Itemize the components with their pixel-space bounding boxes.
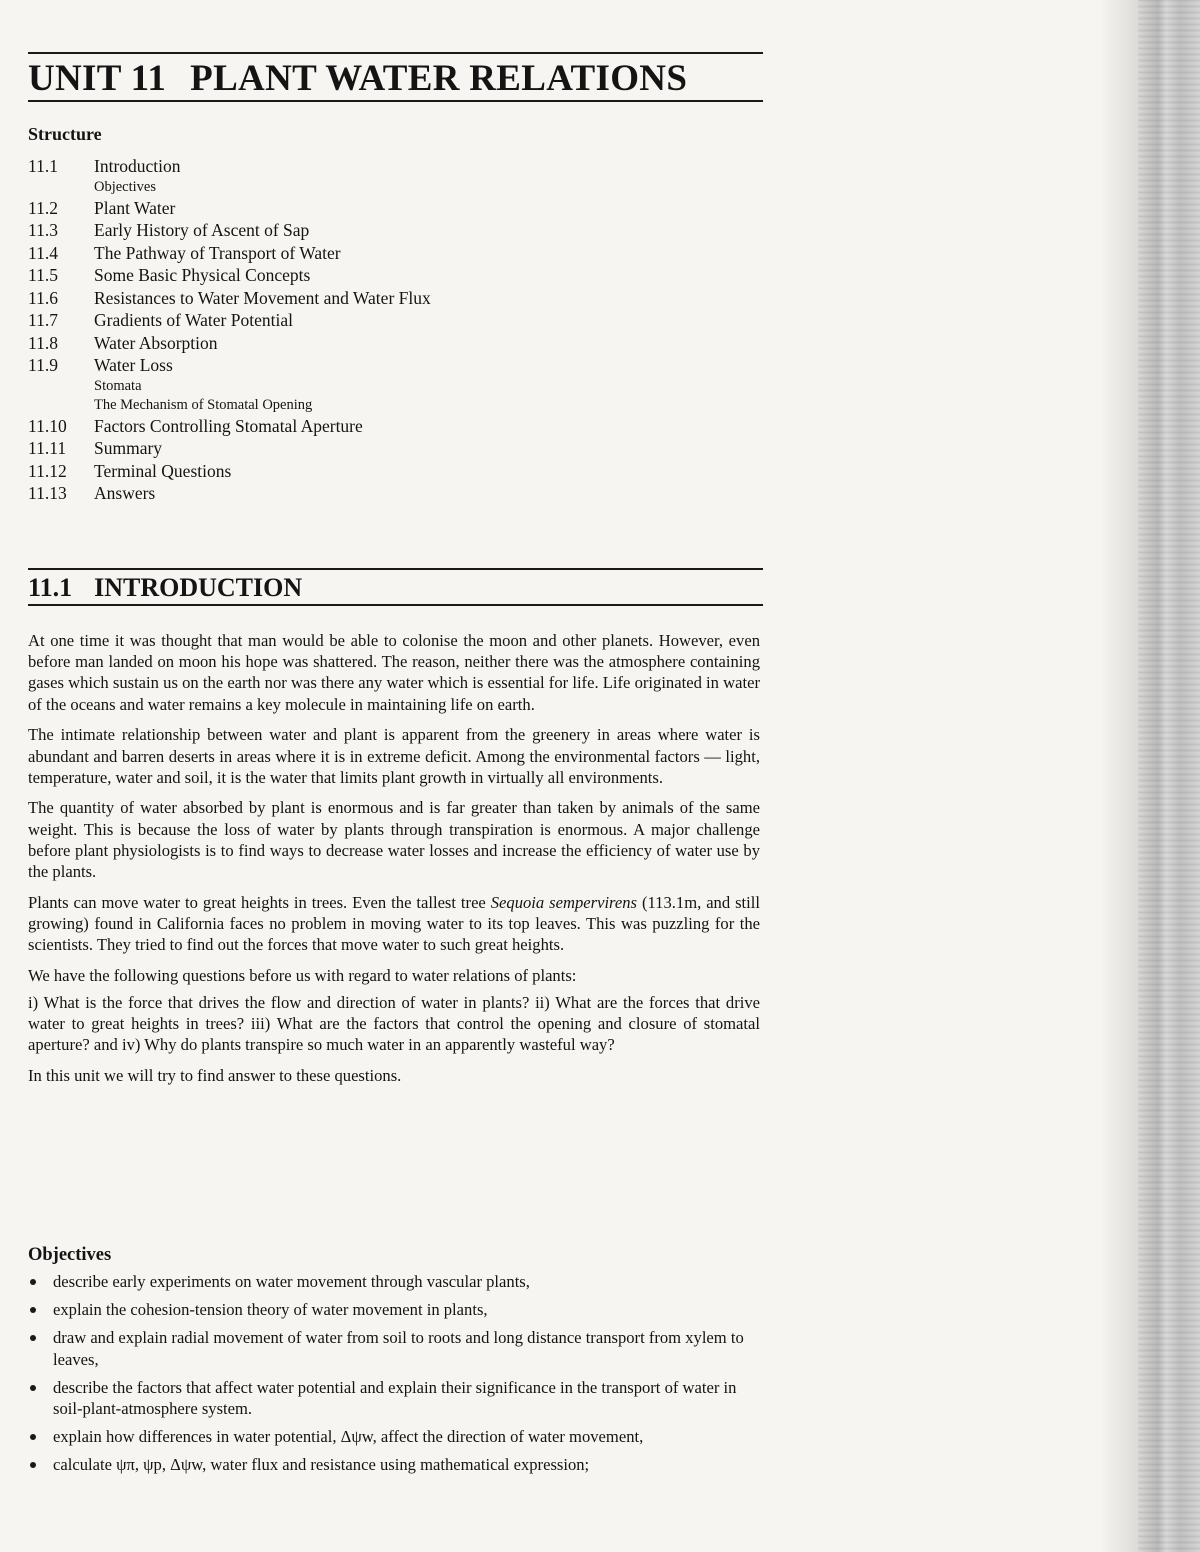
- objective-item: describe the factors that affect water potential and explain their significance in the transport of water in soil-plant-atmosphere system.: [28, 1377, 750, 1419]
- section-title: INTRODUCTION: [94, 573, 303, 602]
- structure-item: [28, 197, 648, 220]
- structure-item-label: The Pathway of Transport of Water: [94, 242, 341, 263]
- structure-heading: Structure: [28, 124, 102, 144]
- structure-item-label: Gradients of Water Potential: [94, 310, 293, 330]
- title-rule-bottom: [28, 100, 763, 102]
- structure-item-label: Early History of Ascent of Sap: [94, 220, 310, 240]
- structure-item-number: 11.4: [28, 242, 58, 263]
- structure-item: [28, 332, 648, 355]
- structure-item: [28, 437, 648, 460]
- unit-number: UNIT 11: [28, 58, 167, 99]
- objectives-list: [28, 1271, 750, 1483]
- paragraph: i) What is the force that drives the flow and direction of water in plants? ii) What are the forces that drive water to great heights in trees? iii) What are the factors that control the opening and closure of stomatal aperture? and iv) Why do plants transpire so much water in an apparently wasteful way?: [28, 993, 760, 1055]
- structure-item: [28, 264, 648, 287]
- structure-item-number: 11.5: [28, 265, 58, 285]
- section-number: 11.1: [28, 573, 73, 602]
- paragraph: At one time it was thought that man would be able to colonise the moon and other planets. However, even before man landed on moon his hope was shattered. The reason, neither there was the atmosphere containing gases which sustain us on the earth nor was there any water which is essential for life. Life originated in water of the oceans and water remains a key molecule in maintaining life on earth.: [28, 631, 760, 714]
- structure-item-number: 11.7: [28, 310, 58, 330]
- structure-item: [28, 242, 648, 265]
- structure-item: [28, 415, 648, 438]
- structure-item-label: Summary: [94, 438, 163, 458]
- section-rule-bottom: [28, 604, 763, 606]
- structure-item-number: 11.11: [28, 438, 67, 458]
- paragraph: The quantity of water absorbed by plant is enormous and is far greater than taken by animals of the same weight. This is because the loss of water by plants through transpiration is enormous. A major challenge before plant physiologists is to find ways to decrease water losses and increase the efficiency of water use by the plants.: [28, 798, 760, 882]
- structure-item: [28, 354, 648, 377]
- objective-item: describe early experiments on water movement through vascular plants,: [28, 1271, 750, 1292]
- structure-item: [28, 287, 648, 310]
- structure-item-number: 11.2: [28, 197, 58, 218]
- structure-item-label: Water Absorption: [94, 332, 218, 353]
- structure-item-label: Some Basic Physical Concepts: [94, 265, 311, 285]
- structure-item-number: 11.6: [28, 287, 58, 308]
- paragraph: In this unit we will try to find answer to these questions.: [28, 1066, 402, 1086]
- structure-item-number: 11.12: [28, 460, 67, 481]
- structure-item-label: Factors Controlling Stomatal Aperture: [94, 415, 363, 436]
- structure-item-label: Plant Water: [94, 197, 176, 218]
- objective-item: explain how differences in water potential, Δψw, affect the direction of water movement,: [28, 1426, 750, 1447]
- paragraph-text: Plants can move water to great heights in trees. Even the tallest tree: [28, 892, 491, 912]
- document-page: [28, 0, 763, 1552]
- introduction-body: [28, 630, 760, 1096]
- paragraph: [28, 892, 760, 956]
- scan-edge-texture: [1138, 0, 1200, 1552]
- section-heading: [28, 571, 302, 605]
- structure-item: [28, 482, 648, 505]
- paragraph: The intimate relationship between water and plant is apparent from the greenery in areas where water is abundant and barren deserts in areas where it is in extreme deficit. Among the environmental factors — light, temperature, water and soil, it is the water that limits plant growth in virtually all environments.: [28, 725, 760, 787]
- structure-item-label: Terminal Questions: [94, 460, 232, 481]
- objective-item: draw and explain radial movement of water from soil to roots and long distance transport from xylem to leaves,: [28, 1327, 750, 1369]
- structure-item-number: 11.13: [28, 483, 67, 503]
- structure-item: [28, 219, 648, 242]
- structure-item-number: 11.3: [28, 220, 58, 240]
- structure-item-number: 11.1: [28, 156, 58, 176]
- structure-item-number: 11.8: [28, 332, 58, 353]
- structure-item: [28, 309, 648, 332]
- structure-item-label: Water Loss: [94, 355, 173, 375]
- structure-item: [28, 460, 648, 483]
- objective-item: calculate ψπ, ψp, Δψw, water flux and resistance using mathematical expression;: [28, 1454, 750, 1475]
- section-rule-top: [28, 568, 763, 570]
- species-name: Sequoia sempervirens: [490, 892, 638, 912]
- structure-item-label: Introduction: [94, 156, 181, 176]
- structure-item: [28, 155, 648, 178]
- structure-item-number: 11.10: [28, 415, 67, 436]
- paragraph: We have the following questions before us with regard to water relations of plants:: [28, 965, 577, 985]
- unit-title-text: PLANT WATER RELATIONS: [190, 58, 688, 99]
- structure-subitem: Stomata: [94, 377, 142, 394]
- structure-item-label: Answers: [94, 483, 156, 503]
- objective-item: explain the cohesion-tension theory of water movement in plants,: [28, 1299, 750, 1320]
- paragraph-text: (113.1m, and still growing) found in California faces no problem in moving water to its top leaves. This was puzzling for the scientists. They tried to find out the forces that move water to such great heights.: [28, 892, 760, 955]
- structure-list: [28, 155, 648, 505]
- structure-item-label: Resistances to Water Movement and Water Flux: [94, 287, 431, 308]
- unit-title: [28, 58, 687, 100]
- objectives-heading: Objectives: [28, 1245, 112, 1265]
- title-rule-top: [28, 52, 763, 54]
- structure-subitem: The Mechanism of Stomatal Opening: [94, 396, 313, 413]
- structure-subitem: Objectives: [94, 178, 157, 195]
- structure-item-number: 11.9: [28, 355, 58, 375]
